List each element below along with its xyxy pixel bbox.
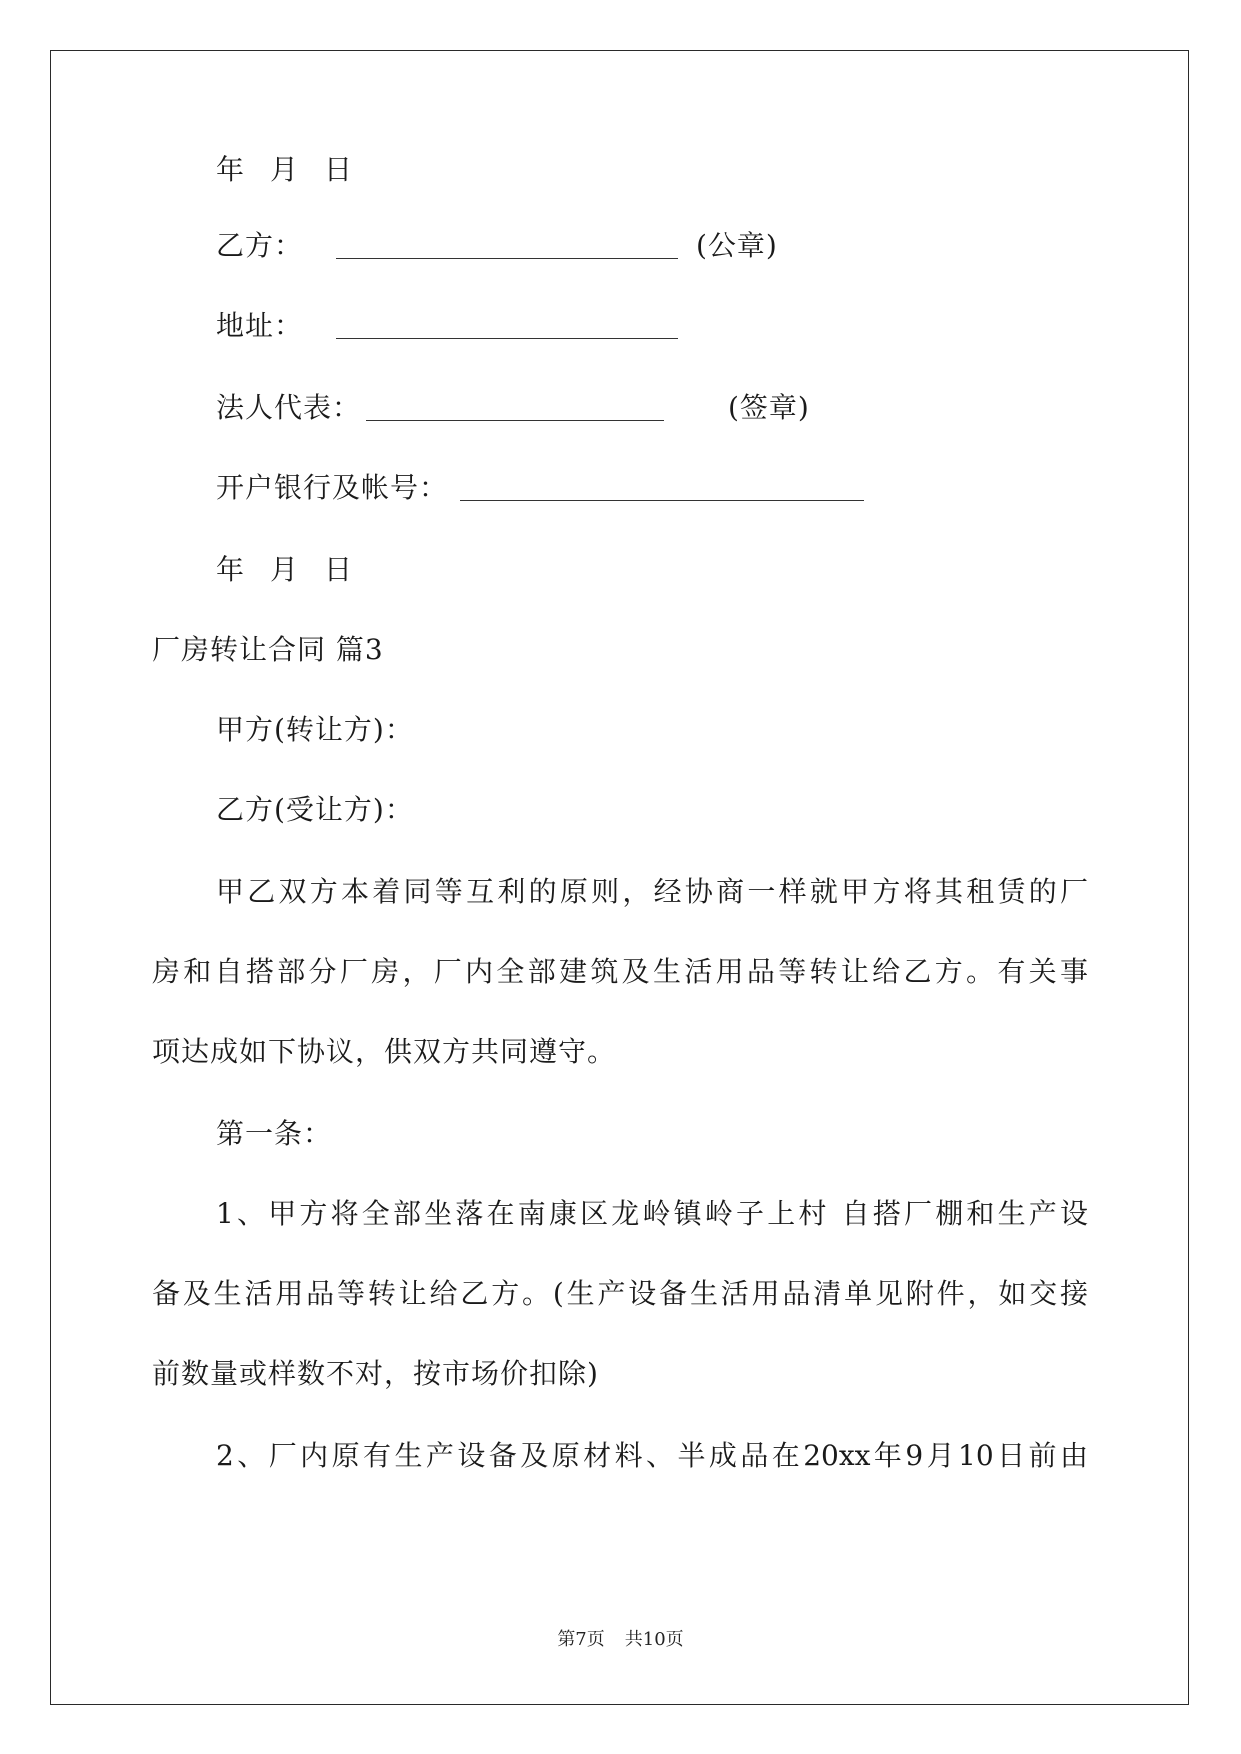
page-footer <box>0 1628 1241 1652</box>
address-label: 地址： <box>216 309 304 342</box>
day-label: 日 <box>324 153 353 186</box>
bank-label: 开户银行及帐号： <box>216 471 449 504</box>
legal-rep-sign: (签章) <box>728 391 810 424</box>
clause-1-line-1: 1、甲方将全部坐落在南康区龙岭镇岭子上村 自搭厂棚和生产设 <box>216 1197 1088 1230</box>
bank-blank <box>460 474 864 501</box>
party-b-blank <box>336 232 678 259</box>
legal-rep-blank <box>366 394 664 421</box>
clause-2-line-1: 2、厂内原有生产设备及原材料、半成品在20xx年9月10日前由 <box>216 1439 1088 1472</box>
intro-line-1: 甲乙双方本着同等互利的原则，经协商一样就甲方将其租赁的厂 <box>216 875 1088 908</box>
party-b-label: 乙方： <box>216 229 304 262</box>
month-label: 月 <box>270 553 299 586</box>
intro-line-3: 项达成如下协议，供双方共同遵守。 <box>152 1035 617 1068</box>
article-one-heading: 第一条： <box>216 1117 333 1150</box>
clause-1-line-2: 备及生活用品等转让给乙方。(生产设备生活用品清单见附件，如交接 <box>152 1277 1088 1310</box>
party-a-transferor: 甲方(转让方)： <box>216 713 414 746</box>
date-line-second <box>216 552 352 588</box>
address-blank <box>336 312 678 339</box>
day-label: 日 <box>324 553 353 586</box>
month-label: 月 <box>270 153 299 186</box>
date-line-top <box>216 152 352 188</box>
page-total: 共10页 <box>624 1629 684 1650</box>
intro-line-2: 房和自搭部分厂房，厂内全部建筑及生活用品等转让给乙方。有关事 <box>152 955 1088 988</box>
year-label: 年 <box>216 553 245 586</box>
section-title: 厂房转让合同 篇3 <box>152 633 384 666</box>
year-label: 年 <box>216 153 245 186</box>
party-b-seal: (公章) <box>696 229 778 262</box>
clause-1-line-3: 前数量或样数不对，按市场价扣除) <box>152 1357 599 1390</box>
page-number: 第7页 <box>557 1629 605 1650</box>
legal-rep-label: 法人代表： <box>216 391 362 424</box>
party-b-line <box>216 228 303 264</box>
party-b-transferee: 乙方(受让方)： <box>216 793 414 826</box>
